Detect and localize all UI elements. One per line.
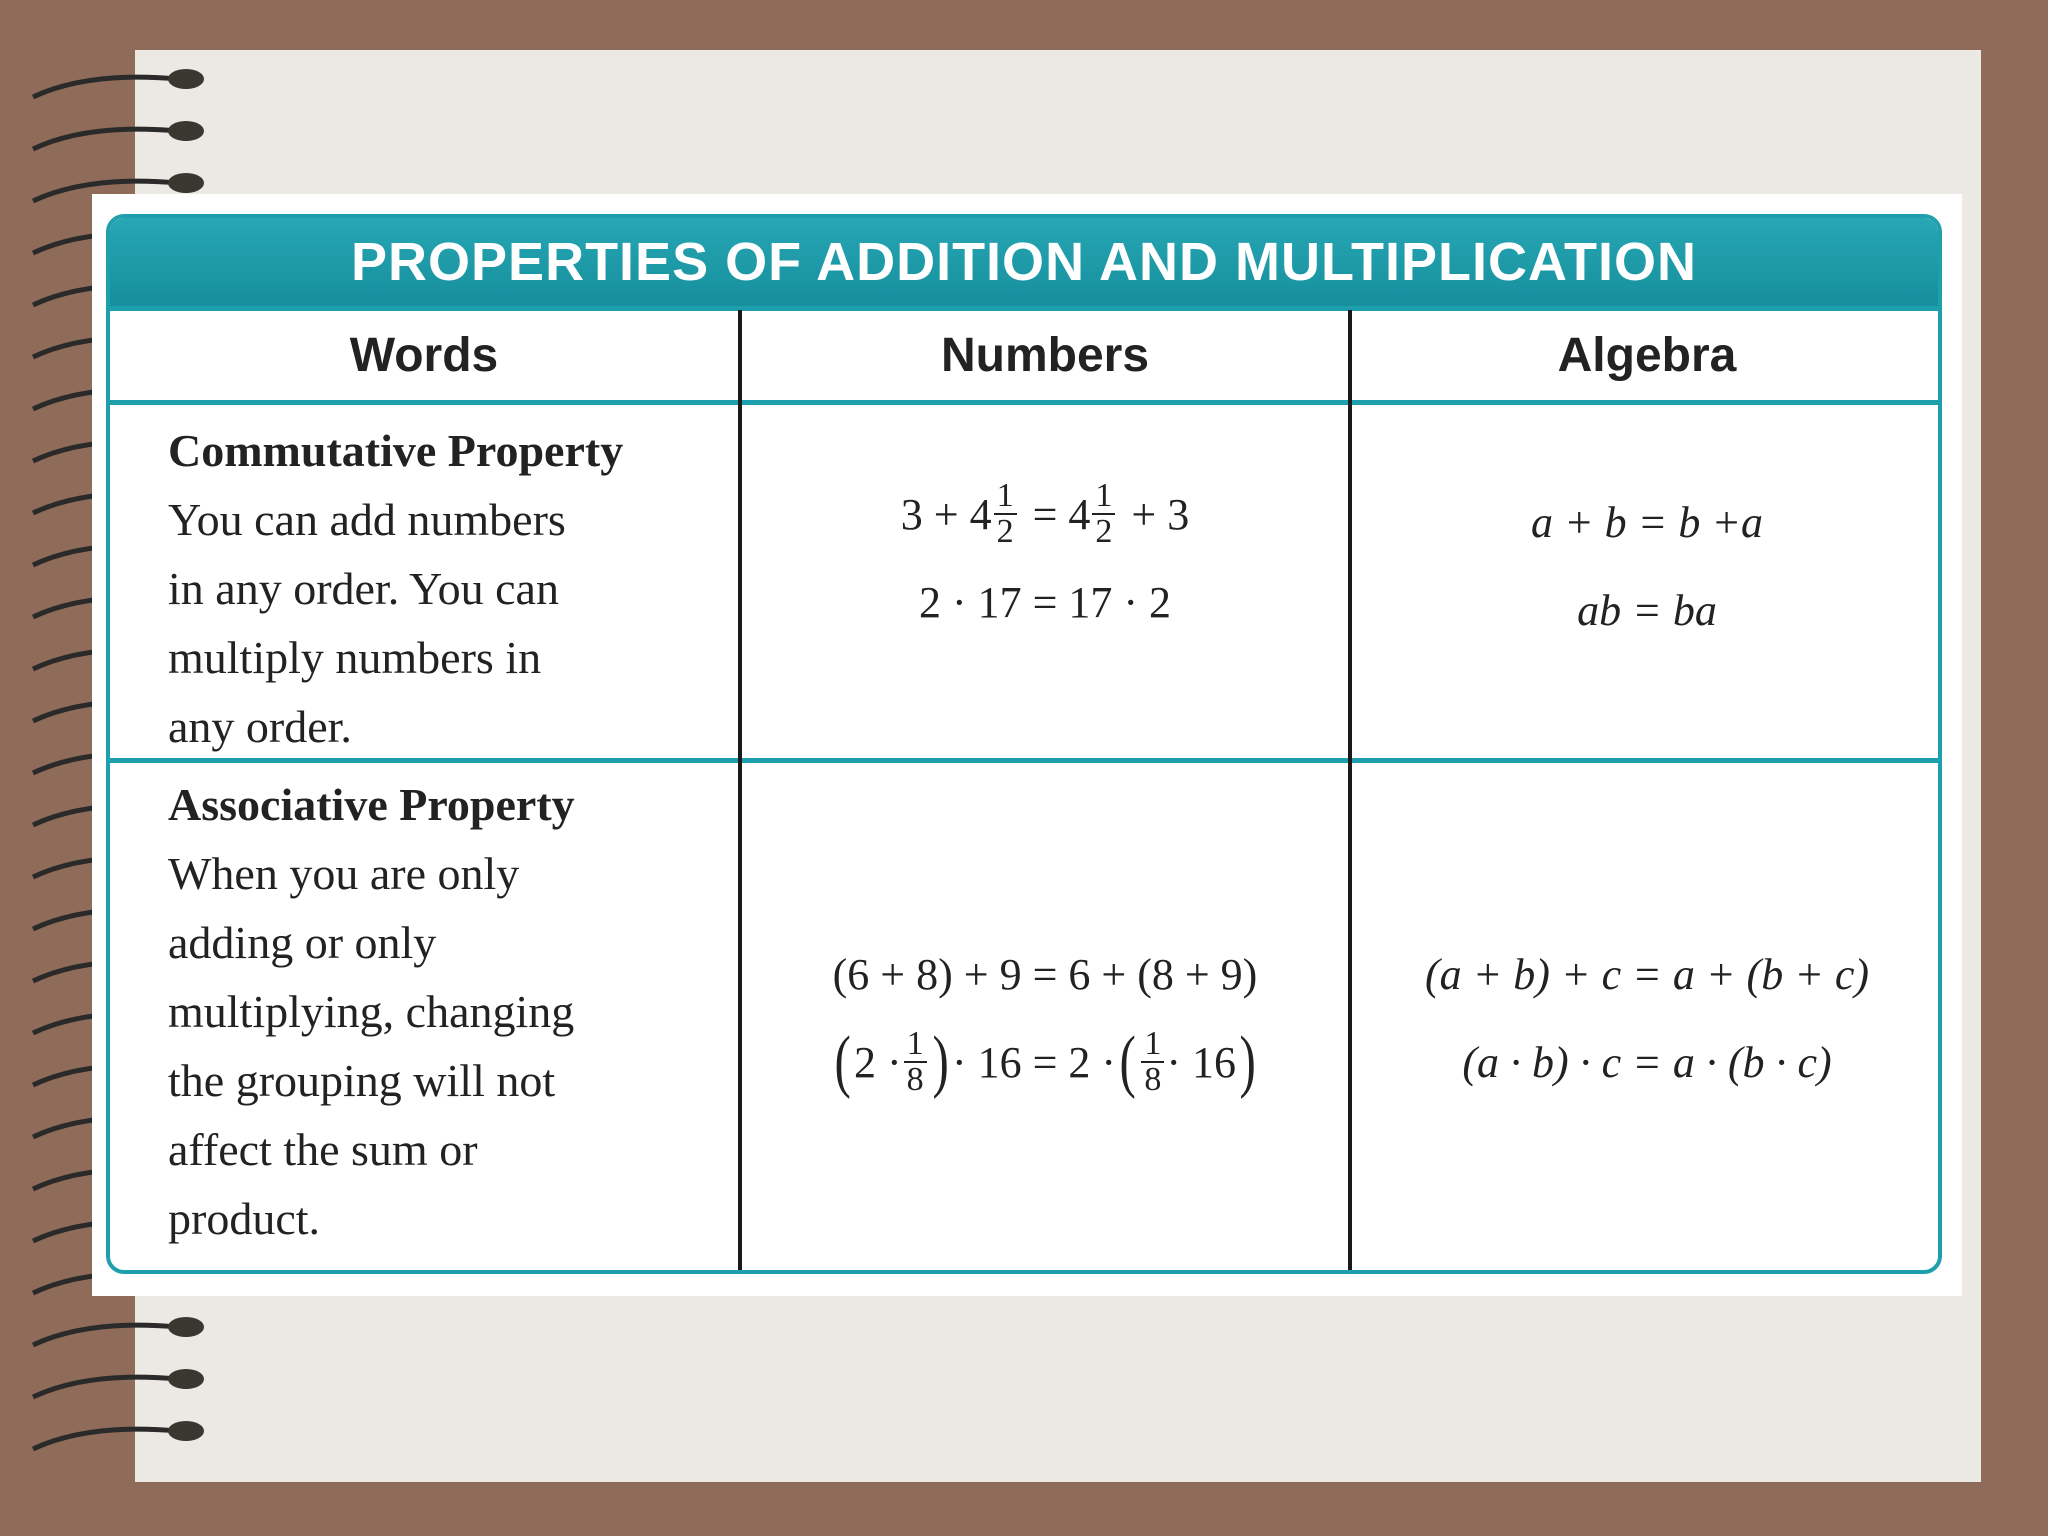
expression-part: 3 + 4 [900,489,992,539]
column-header-numbers: Numbers [940,328,1150,382]
algebra-addition: (a + b) + c = a + (b + c) [1424,949,1870,999]
spiral-hole [168,1369,204,1389]
spiral-hole [168,1421,204,1441]
associative-property-title: Associative Property [168,779,575,830]
algebra-addition: a + b = b +a [1530,497,1764,547]
right-paren-icon: ) [932,1023,949,1100]
fraction-denominator: 2 [996,513,1014,550]
description-line: adding or only [168,917,437,968]
properties-table [106,214,1942,1274]
description-line: the grouping will not [168,1055,556,1106]
fraction-numerator: 1 [1092,479,1115,515]
properties-card [92,194,1962,1296]
right-paren-icon: ) [1239,1023,1256,1100]
algebra-multiplication: ab = ba [1577,585,1717,635]
commutative-addition-example [742,470,1348,558]
associative-multiplication-example [742,1018,1348,1106]
fraction-one-half [1092,479,1115,549]
header-divider [110,400,1938,405]
spiral-ring [33,1325,178,1345]
fraction-one-eighth [904,1027,927,1097]
commutative-algebra [1352,478,1942,654]
left-paren-icon: ( [834,1023,851,1100]
fraction-one-half [994,479,1017,549]
commutative-words [168,416,728,761]
commutative-multiplication-example: 2 · 17 = 17 · 2 [918,577,1172,627]
spiral-ring [33,129,178,149]
fraction-denominator: 8 [906,1061,924,1098]
column-header-algebra: Algebra [1557,328,1737,382]
expression-part: + 3 [1131,489,1190,539]
expression-part: · 16 = 2 · [951,1037,1117,1087]
fraction-numerator: 1 [1141,1027,1164,1063]
column-divider-1 [738,310,742,1270]
description-line: When you are only [168,848,520,899]
column-divider-2 [1348,310,1352,1270]
associative-addition-example: (6 + 8) + 9 = 6 + (8 + 9) [832,949,1258,999]
fraction-denominator: 8 [1144,1061,1162,1098]
fraction-denominator: 2 [1095,513,1113,550]
fraction-one-eighth [1141,1027,1164,1097]
fraction-numerator: 1 [904,1027,927,1063]
description-line: You can add numbers [168,494,566,545]
description-line: multiplying, changing [168,986,575,1037]
spiral-hole [168,69,204,89]
fraction-numerator: 1 [994,479,1017,515]
spiral-ring [33,1429,178,1449]
description-line: product. [168,1193,321,1244]
column-header-words: Words [349,328,499,382]
spiral-hole [168,121,204,141]
description-line: multiply numbers in [168,632,542,683]
expression-part: · 16 [1166,1037,1237,1087]
associative-algebra [1352,930,1942,1106]
associative-numbers [742,930,1348,1106]
expression-part: = 4 [1032,489,1091,539]
description-line: any order. [168,701,352,752]
table-title: PROPERTIES OF ADDITION AND MULTIPLICATION [110,218,1938,306]
spiral-hole [168,1317,204,1337]
associative-words [168,770,728,1253]
left-paren-icon: ( [1119,1023,1136,1100]
spiral-ring [33,77,178,97]
expression-part: 2 · [853,1037,902,1087]
commutative-property-title: Commutative Property [168,425,624,476]
algebra-multiplication: (a · b) · c = a · (b · c) [1462,1037,1832,1087]
spiral-ring [33,1377,178,1397]
spiral-hole [168,173,204,193]
commutative-numbers [742,470,1348,646]
description-line: in any order. You can [168,563,559,614]
description-line: affect the sum or [168,1124,478,1175]
